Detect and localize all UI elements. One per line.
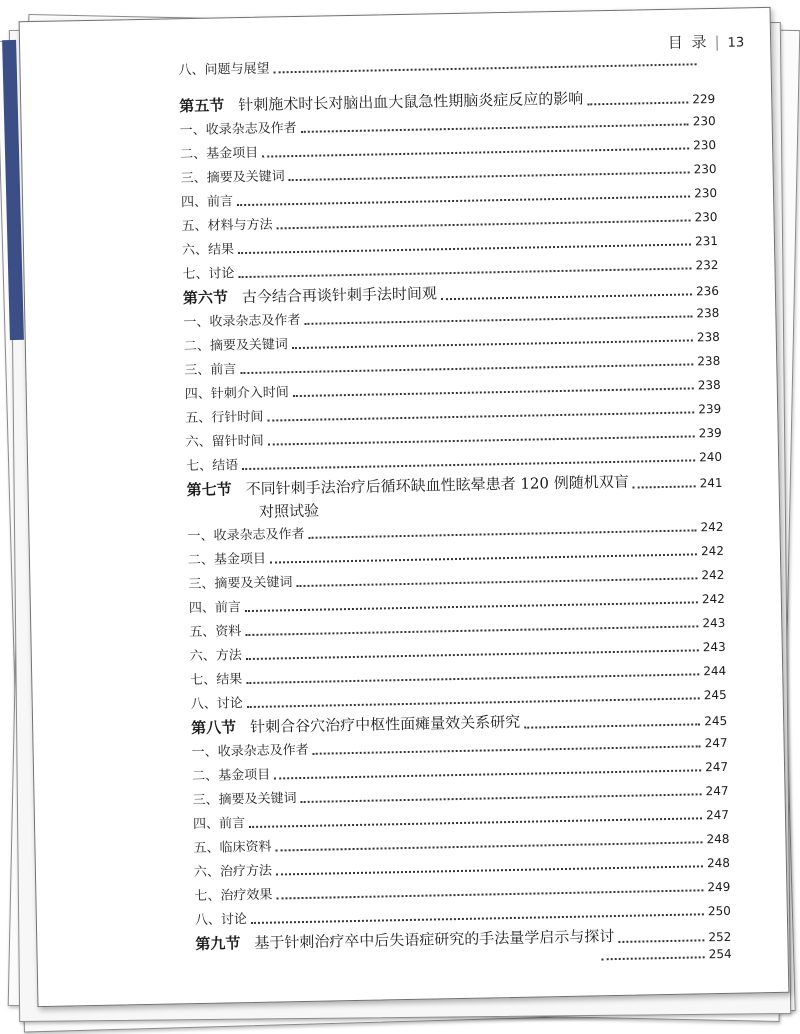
toc-section-title: 不同针刺手法治疗后循环缺血性眩晕患者 120 例随机双盲	[245, 472, 629, 499]
toc-section-row	[186, 469, 722, 500]
leader-dots	[618, 938, 704, 943]
section-nine-page-row	[598, 947, 732, 964]
leader-dots	[237, 194, 690, 206]
toc-entry-label: 六、方法	[189, 648, 242, 665]
toc-section-label: 第八节	[191, 718, 237, 738]
leader-dots	[293, 386, 694, 397]
toc-page-number: 232	[695, 257, 719, 273]
toc-page-number: 243	[702, 615, 726, 631]
toc-page-number: 243	[702, 639, 726, 655]
toc-entry-label: 四、前言	[188, 600, 242, 617]
toc-entry-label: 七、治疗效果	[194, 887, 273, 905]
toc-page-number: 239	[698, 401, 722, 417]
leader-dots	[249, 816, 702, 828]
toc-entry-label: 六、治疗方法	[193, 863, 273, 881]
toc-section-title: 针刺施术时长对脑出血大鼠急性期脑炎症反应的影响	[238, 89, 584, 115]
toc-section-label: 第七节	[186, 480, 232, 500]
toc-page-number: 247	[705, 783, 729, 799]
header-page-number: 13	[727, 35, 745, 51]
leader-dots	[289, 170, 690, 181]
toc-page-number: 252	[708, 929, 732, 945]
leader-dots	[262, 146, 689, 157]
leader-dots	[441, 292, 692, 300]
leader-dots	[309, 528, 697, 538]
toc-page-number: 236	[695, 283, 720, 299]
toc-page-number: 230	[692, 113, 716, 129]
toc-entry-label: 四、针刺介入时间	[184, 385, 289, 403]
toc-section-label: 第六节	[182, 288, 229, 308]
leader-dots	[246, 648, 699, 660]
toc-entry-label: 一、收录杂志及作者	[191, 742, 309, 761]
toc-entry-label: 五、行针时间	[185, 409, 264, 427]
toc-page-number: 239	[698, 425, 722, 441]
toc-page-number: 230	[693, 185, 718, 201]
leader-dots	[240, 362, 693, 374]
leader-dots	[301, 122, 689, 132]
toc-page-number: 231	[694, 233, 719, 249]
leader-dots	[301, 792, 702, 803]
toc-page	[19, 7, 790, 1007]
leader-dots	[292, 338, 693, 349]
toc-section-label: 第九节	[195, 934, 241, 954]
toc-entry-label: 二、基金项目	[187, 551, 267, 569]
toc-entry-label: 三、摘要及关键词	[192, 791, 297, 809]
toc-entry-label: 三、摘要及关键词	[180, 169, 285, 187]
header-separator: |	[714, 32, 722, 51]
toc-entry-label: 五、临床资料	[193, 839, 272, 857]
toc-page-number: 242	[700, 519, 724, 535]
toc-page-number: 248	[706, 831, 730, 847]
toc-page-number: 230	[693, 161, 717, 177]
toc-page-number: 238	[696, 305, 720, 321]
leader-dots	[602, 955, 705, 960]
toc-entry-label: 二、基金项目	[180, 145, 259, 163]
leader-dots	[245, 624, 698, 636]
leader-dots	[247, 696, 700, 708]
toc-page-number: 247	[705, 807, 730, 823]
toc-entry-label: 二、基金项目	[191, 767, 271, 785]
leader-dots	[270, 552, 697, 563]
toc-entry-label: 四、前言	[180, 194, 234, 211]
leader-dots	[242, 458, 695, 470]
toc-section-title: 基于针刺治疗卒中后失语症研究的手法量学启示与探讨	[254, 927, 615, 952]
leader-dots	[276, 888, 703, 899]
leader-dots	[587, 100, 688, 105]
toc-page-number: 249	[707, 879, 731, 895]
toc-entry-label: 四、前言	[192, 816, 246, 833]
toc-page-number: 240	[699, 449, 723, 465]
toc-page-number: 245	[703, 687, 727, 703]
toc-entry-label: 八、讨论	[194, 912, 248, 929]
toc-entry-label: 一、收录杂志及作者	[179, 120, 297, 139]
toc-section-title: 针刺合谷穴治疗中枢性面瘫量效关系研究	[250, 712, 521, 736]
leader-dots	[276, 840, 703, 851]
leader-dots	[524, 722, 700, 728]
toc-page-number: 229	[692, 91, 716, 107]
toc-page-number: 238	[697, 353, 721, 369]
toc-section-title: 古今结合再谈针刺手法时间观	[241, 284, 438, 307]
leader-dots	[267, 410, 694, 421]
leader-dots	[268, 434, 695, 445]
table-of-contents	[20, 8, 789, 1006]
toc-page-number: 242	[700, 543, 725, 559]
toc-page-number: 247	[704, 735, 728, 751]
toc-page-number: 238	[697, 377, 721, 393]
toc-entry-label: 六、留针时间	[185, 433, 264, 451]
toc-page-number: 244	[703, 663, 727, 679]
toc-entry-label: 八、讨论	[190, 696, 243, 713]
leader-dots	[245, 600, 698, 612]
toc-page-number: 247	[705, 759, 729, 775]
toc-entry-label: 七、结果	[190, 672, 243, 689]
toc-entry-label: 五、资料	[189, 624, 242, 641]
toc-entry-label: 八、问题与展望	[178, 61, 270, 79]
leader-dots	[304, 314, 692, 324]
leader-dots	[277, 218, 691, 229]
toc-page-number: 238	[696, 329, 720, 345]
leader-dots	[274, 768, 701, 779]
toc-page-number: 230	[693, 137, 717, 153]
toc-entry-label: 三、摘要及关键词	[188, 575, 293, 593]
toc-entry-label: 一、收录杂志及作者	[187, 526, 305, 545]
toc-page-number: 241	[699, 475, 723, 491]
toc-entry-label: 七、结语	[186, 458, 239, 475]
toc-entry-label: 三、前言	[184, 362, 237, 379]
leader-dots	[313, 744, 701, 754]
toc-page-number: 242	[701, 567, 725, 583]
leader-dots	[274, 62, 697, 73]
leader-dots	[296, 576, 697, 587]
toc-entry-label: 一、收录杂志及作者	[183, 312, 301, 331]
toc-page-number: 250	[707, 903, 731, 919]
toc-entry-label: 七、讨论	[182, 266, 235, 283]
toc-entry-label: 六、结果	[181, 242, 235, 259]
toc-page-number: 245	[704, 713, 728, 729]
leader-dots	[239, 266, 692, 278]
toc-page-number: 242	[701, 591, 725, 607]
leader-dots	[633, 484, 696, 488]
toc-page-number: 254	[708, 946, 732, 962]
toc-entry-label: 五、材料与方法	[181, 217, 273, 235]
toc-section-label: 第五节	[179, 96, 225, 116]
header-title: 目 录	[667, 33, 709, 52]
toc-page-number: 248	[706, 855, 731, 871]
toc-entry-row	[178, 49, 700, 78]
toc-entry-label: 二、摘要及关键词	[183, 337, 289, 355]
leader-dots	[238, 242, 691, 254]
leader-dots	[276, 864, 703, 875]
toc-page-number: 230	[694, 209, 718, 225]
section-title-continuation: 对照试验	[258, 501, 320, 521]
leader-dots	[251, 912, 704, 924]
leader-dots	[246, 672, 699, 684]
